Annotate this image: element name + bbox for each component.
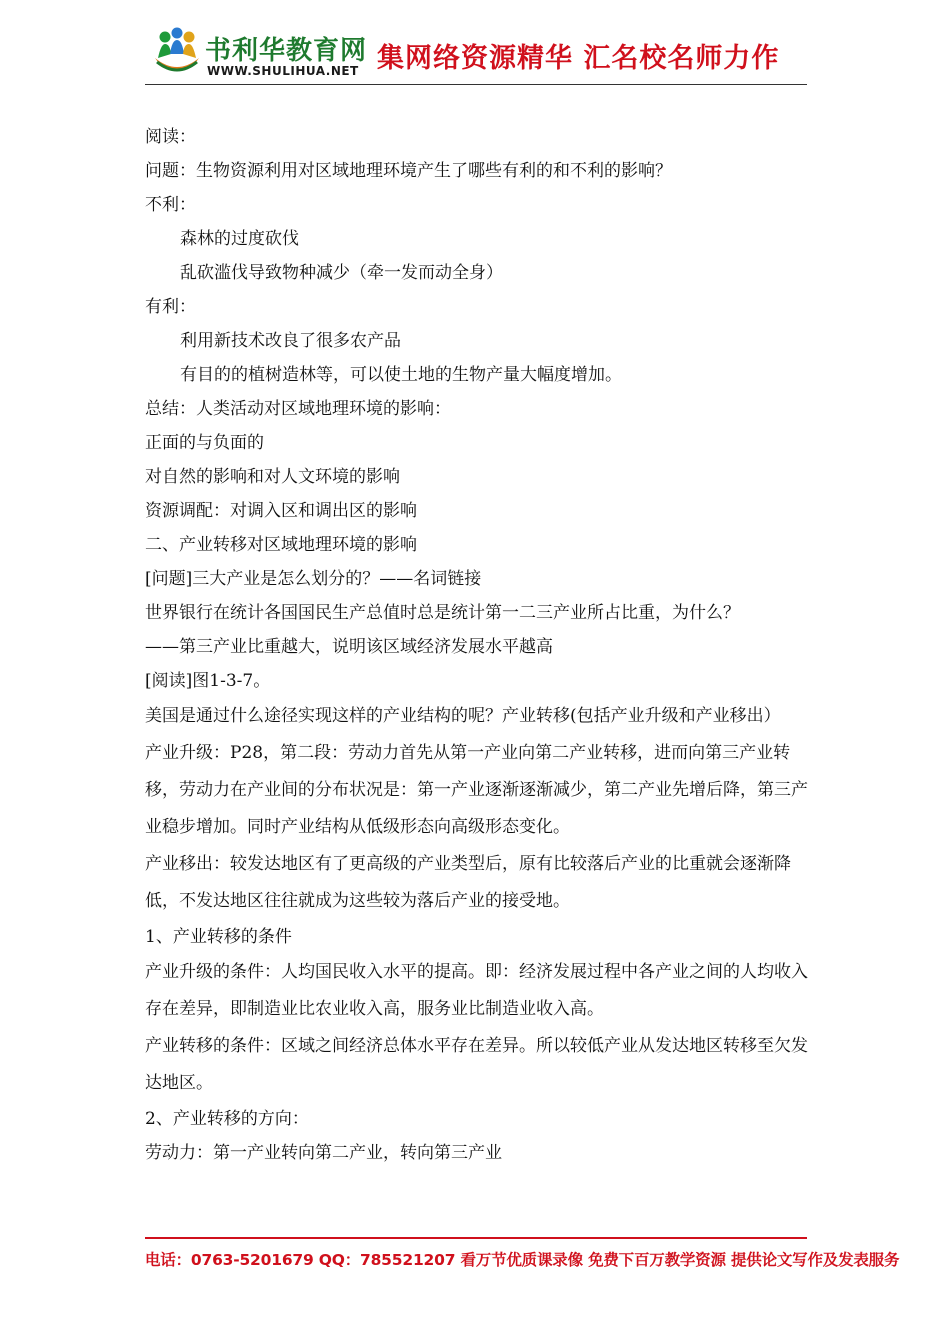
text-line: [阅读]图1-3-7。 [145,671,271,691]
header-slogan: 集网络资源精华 汇名校名师力作 [377,43,780,74]
text-paragraph: 产业升级的条件：人均国民收入水平的提高。即：经济发展过程中各产业之间的人均收入存在差异，即制造业比农业收入高，服务业比制造业收入高。 [145,962,808,1019]
text-line: 阅读： [145,127,196,147]
text-line: 森林的过度砍伐 [180,229,299,249]
text-line: [问题]三大产业是怎么划分的？——名词链接 [145,569,482,589]
text-line: 世界银行在统计各国国民生产总值时总是统计第一二三产业所占比重，为什么？ [145,603,740,623]
text-line: ——第三产业比重越大，说明该区域经济发展水平越高 [145,637,553,657]
page-header [145,18,805,84]
text-paragraph: 产业移出：较发达地区有了更高级的产业类型后，原有比较落后产业的比重就会逐渐降低，不发达地区往往就成为这些较为落后产业的接受地。 [145,854,791,911]
text-paragraph: 产业升级：P28，第二段：劳动力首先从第一产业向第二产业转移，进而向第三产业转移，劳动力在产业间的分布状况是：第一产业逐渐逐渐减少，第二产业先增后降，第三产业稳步增加。同时产业结构从低级形态向高级形态变化。 [145,743,808,837]
text-line: 1、产业转移的条件 [145,927,292,947]
text-line: 2、产业转移的方向： [145,1109,309,1129]
footer-divider [145,1237,807,1239]
shulihua-logo-icon [151,24,203,76]
text-line: 乱砍滥伐导致物种减少（牵一发而动全身） [180,263,503,283]
header-divider [145,84,807,85]
document-body [145,120,810,1170]
text-line: 对自然的影响和对人文环境的影响 [145,467,400,487]
footer-contact: 电话：0763-5201679 QQ：785521207 看万节优质课录像 免费下百万教学资源 提供论文写作及发表服务 [145,1251,900,1269]
text-line: 总结：人类活动对区域地理环境的影响： [145,399,451,419]
text-paragraph: 美国是通过什么途径实现这样的产业结构的呢？产业转移(包括产业升级和产业移出） [145,706,781,726]
text-line: 正面的与负面的 [145,433,264,453]
brand-name: 书利华教育网 [205,36,368,66]
text-line: 劳动力：第一产业转向第二产业，转向第三产业 [145,1143,502,1163]
brand-url: WWW.SHULIHUA.NET [207,64,359,78]
text-paragraph: 产业转移的条件：区域之间经济总体水平存在差异。所以较低产业从发达地区转移至欠发达地区。 [145,1036,808,1093]
text-line: 不利： [145,195,196,215]
text-line: 二、产业转移对区域地理环境的影响 [145,535,417,555]
text-line: 有目的的植树造林等，可以使土地的生物产量大幅度增加。 [180,365,622,385]
text-line: 利用新技术改良了很多农产品 [180,331,401,351]
text-line: 问题：生物资源利用对区域地理环境产生了哪些有利的和不利的影响？ [145,161,672,181]
text-line: 资源调配：对调入区和调出区的影响 [145,501,417,521]
text-line: 有利： [145,297,196,317]
